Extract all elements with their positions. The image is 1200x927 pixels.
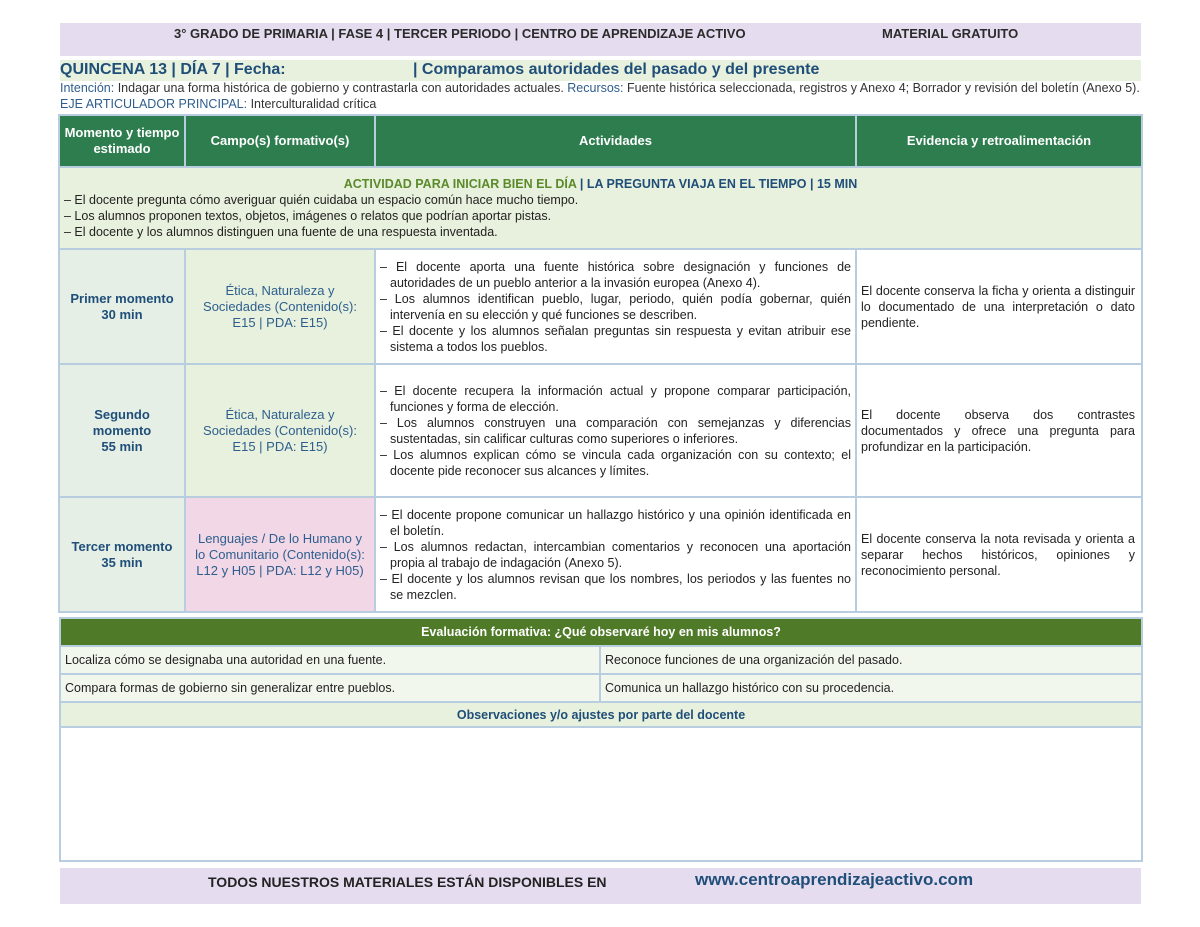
start-item: – Los alumnos proponen textos, objetos, imágenes o relatos que podrían aportar pistas. — [64, 209, 552, 223]
activity-item: – El docente y los alumnos revisan que los nombres, los periodos y las fuentes no se mezclen. — [380, 571, 851, 602]
activity-item: – Los alumnos construyen una comparación con semejanzas y diferencias sustentadas, sin calificar culturas como superiores o inferiores. — [380, 415, 851, 446]
moment-cell: Segundo momento 55 min — [59, 364, 185, 497]
resources-text: Fuente histórica seleccionada, registros y Anexo 4; Borrador y revisión del boletín (Anexo 5). — [623, 81, 1140, 95]
footer-band — [60, 868, 1141, 904]
activity-item: – Los alumnos explican cómo se vincula cada organización con su contexto; el docente pide reconocer sus alcances y límites. — [380, 447, 851, 478]
evaluation-item: Reconoce funciones de una organización del pasado. — [600, 646, 1142, 674]
page-title: | Comparamos autoridades del pasado y del presente — [413, 61, 820, 78]
header-band — [60, 23, 1141, 56]
start-item: – El docente pregunta cómo averiguar quién cuidaba un espacio común hace mucho tiempo. — [64, 193, 579, 207]
start-item: – El docente y los alumnos distinguen una fuente de una respuesta inventada. — [64, 225, 498, 239]
evidence-cell: El docente conserva la ficha y orienta a distinguir lo documentado de una interpretación o dato pendiente. — [856, 249, 1142, 364]
activity-item: – El docente propone comunicar un hallazgo histórico y una opinión identificada en el boletín. — [380, 507, 851, 538]
evaluation-table — [59, 617, 1143, 862]
header-grade-info: 3° GRADO DE PRIMARIA | FASE 4 | TERCER PERIODO | CENTRO DE APRENDIZAJE ACTIVO — [174, 26, 746, 41]
intent-text: Indagar una forma histórica de gobierno y contrastarla con autoridades actuales. — [114, 81, 568, 95]
header-evidence: Evidencia y retroalimentación — [856, 115, 1142, 167]
title-band — [60, 60, 1141, 81]
start-activity-row — [59, 167, 1142, 249]
footer-url-link[interactable]: www.centroaprendizajeactivo.com — [695, 870, 974, 889]
header-activities: Actividades — [375, 115, 856, 167]
header-free-material: MATERIAL GRATUITO — [882, 26, 1019, 41]
axis-text: Interculturalidad crítica — [247, 97, 377, 111]
table-row — [59, 497, 1142, 612]
footer-text: TODOS NUESTROS MATERIALES ESTÁN DISPONIBLES EN — [208, 874, 607, 890]
header-campo: Campo(s) formativo(s) — [185, 115, 375, 167]
activity-item: – El docente y los alumnos señalan preguntas sin respuesta y evitan atribuir ese sistema a todos los pueblos. — [380, 323, 851, 354]
table-row — [59, 249, 1142, 364]
evaluation-title: Evaluación formativa: ¿Qué observaré hoy en mis alumnos? — [60, 618, 1142, 646]
intent-label: Intención: — [60, 81, 115, 95]
table-header-row — [59, 115, 1142, 167]
start-activity-cell — [59, 167, 1142, 249]
activity-item: – Los alumnos redactan, intercambian comentarios y reconocen una aportación propia al trabajo de indagación (Anexo 5). — [380, 539, 851, 570]
campo-cell: Ética, Naturaleza y Sociedades (Contenido(s): E15 | PDA: E15) — [185, 249, 375, 364]
campo-cell: Lenguajes / De lo Humano y lo Comunitario (Contenido(s): L12 y H05 | PDA: L12 y H05) — [185, 497, 375, 612]
activities-cell — [375, 497, 856, 612]
observations-title: Observaciones y/o ajustes por parte del docente — [60, 702, 1142, 727]
moment-cell: Tercer momento 35 min — [59, 497, 185, 612]
evidence-cell: El docente conserva la nota revisada y orienta a separar hechos históricos, opiniones y reconocimiento personal. — [856, 497, 1142, 612]
resources-label: Recursos: — [567, 81, 624, 95]
evaluation-item: Comunica un hallazgo histórico con su procedencia. — [600, 674, 1142, 702]
activity-item: – Los alumnos identifican pueblo, lugar, periodo, quién podía gobernar, quién intervenía en su elección y qué funciones se describen. — [380, 291, 851, 322]
table-row — [59, 364, 1142, 497]
start-activity-title: ACTIVIDAD PARA INICIAR BIEN EL DÍA | LA PREGUNTA VIAJA EN EL TIEMPO | 15 MIN — [343, 177, 858, 191]
axis-label: EJE ARTICULADOR PRINCIPAL: — [60, 97, 248, 111]
evidence-cell: El docente observa dos contrastes documentados y ofrece una pregunta para profundizar en la participación. — [856, 364, 1142, 497]
header-moment: Momento y tiempo estimado — [59, 115, 185, 167]
campo-cell: Ética, Naturaleza y Sociedades (Contenido(s): E15 | PDA: E15) — [185, 364, 375, 497]
evaluation-item: Localiza cómo se designaba una autoridad en una fuente. — [60, 646, 600, 674]
intent-paragraph — [60, 80, 1141, 112]
moment-cell: Primer momento 30 min — [59, 249, 185, 364]
activities-cell — [375, 364, 856, 497]
activity-item: – El docente aporta una fuente histórica sobre designación y funciones de autoridades de un pueblo anterior a la invasión europea (Anexo 4). — [380, 259, 851, 290]
activities-cell — [375, 249, 856, 364]
observations-area[interactable] — [60, 727, 1142, 861]
activity-item: – El docente recupera la información actual y propone comparar participación, funciones y forma de elección. — [380, 383, 851, 414]
evaluation-item: Compara formas de gobierno sin generalizar entre pueblos. — [60, 674, 600, 702]
activities-table — [58, 114, 1143, 613]
title-date: QUINCENA 13 | DÍA 7 | Fecha: — [60, 61, 286, 78]
